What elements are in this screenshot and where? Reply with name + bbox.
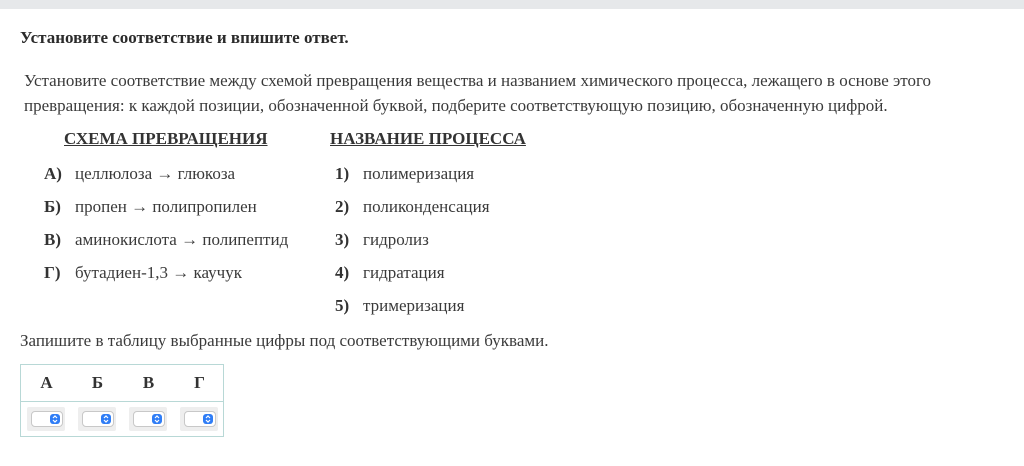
scheme-column-header: СХЕМА ПРЕВРАЩЕНИЯ bbox=[64, 129, 268, 148]
process-item-5 bbox=[335, 296, 464, 316]
answer-letters-row bbox=[21, 365, 223, 402]
process-key: 3) bbox=[335, 230, 350, 249]
up-down-chevron-icon bbox=[203, 414, 213, 424]
scheme-item-g bbox=[44, 263, 242, 283]
scheme-item-a bbox=[44, 164, 235, 184]
process-text: поликонденсация bbox=[363, 197, 490, 216]
scheme-key: Б) bbox=[44, 197, 61, 216]
scheme-item-v bbox=[44, 230, 288, 250]
process-text: полимеризация bbox=[363, 164, 475, 183]
answer-select-a[interactable] bbox=[31, 411, 63, 427]
answer-select-b[interactable] bbox=[82, 411, 114, 427]
up-down-chevron-icon bbox=[50, 414, 60, 424]
answer-select-v[interactable] bbox=[133, 411, 165, 427]
process-item-1 bbox=[335, 164, 474, 184]
scheme-key: В) bbox=[44, 230, 61, 249]
answer-letter-b: Б bbox=[91, 373, 104, 392]
process-text: тримеризация bbox=[363, 296, 465, 315]
process-item-4 bbox=[335, 263, 445, 283]
answer-select-cell-v bbox=[129, 407, 167, 431]
scheme-text: бутадиен-1,3 → каучук bbox=[75, 263, 242, 282]
answer-letter-g: Г bbox=[194, 373, 205, 392]
process-key: 4) bbox=[335, 263, 350, 282]
answer-select-g[interactable] bbox=[184, 411, 216, 427]
scheme-text: пропен → полипропилен bbox=[75, 197, 257, 216]
process-text: гидратация bbox=[363, 263, 445, 282]
scheme-item-b bbox=[44, 197, 257, 217]
process-key: 5) bbox=[335, 296, 350, 315]
process-item-2 bbox=[335, 197, 490, 217]
up-down-chevron-icon bbox=[152, 414, 162, 424]
process-text: гидролиз bbox=[363, 230, 429, 249]
up-down-chevron-icon bbox=[101, 414, 111, 424]
answer-select-cell-b bbox=[78, 407, 116, 431]
process-key: 2) bbox=[335, 197, 350, 216]
process-item-3 bbox=[335, 230, 429, 250]
process-column-header: НАЗВАНИЕ ПРОЦЕССА bbox=[330, 129, 526, 148]
scheme-key: Г) bbox=[44, 263, 61, 282]
answer-table bbox=[20, 364, 224, 437]
task-heading: Установите соответствие и впишите ответ. bbox=[20, 28, 349, 47]
answer-letter-a: А bbox=[40, 373, 53, 392]
answer-select-cell-g bbox=[180, 407, 218, 431]
top-bar bbox=[0, 0, 1024, 9]
scheme-text: целлюлоза → глюкоза bbox=[75, 164, 236, 183]
scheme-key: А) bbox=[44, 164, 62, 183]
answer-instruction: Запишите в таблицу выбранные цифры под соответствующими буквами. bbox=[20, 331, 549, 350]
answer-letter-v: В bbox=[142, 373, 155, 392]
answer-select-cell-a bbox=[27, 407, 65, 431]
process-key: 1) bbox=[335, 164, 350, 183]
scheme-text: аминокислота → полипептид bbox=[75, 230, 289, 249]
task-prompt: Установите соответствие между схемой превращения вещества и названием химического процесса, лежащего в основе этого превращения: к каждой позиции, обозначенной буквой, подберите соответствующую позицию, обозначенную цифрой. bbox=[24, 71, 932, 115]
